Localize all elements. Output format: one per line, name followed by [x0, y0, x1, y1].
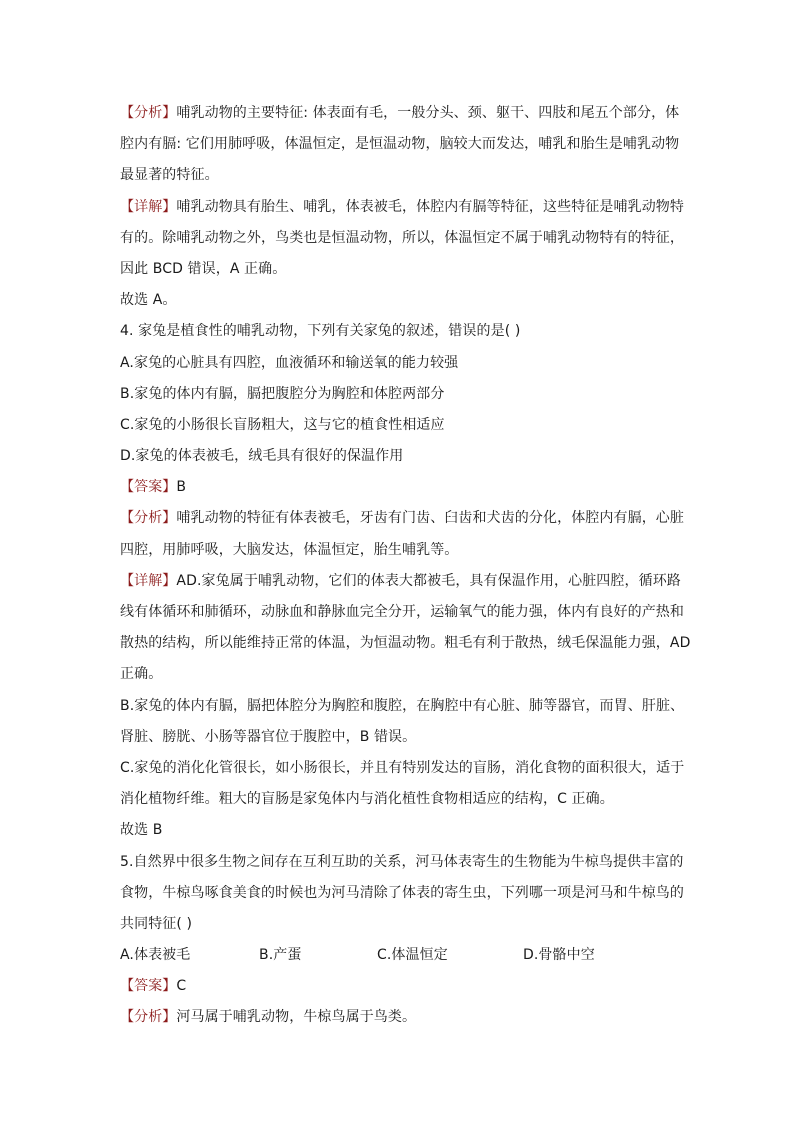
q5-stem-line-1: 5.自然界中很多生物之间存在互利互助的关系，河马体表寄生的生物能为牛椋鸟提供丰富的 [120, 853, 684, 870]
q4-option-d: D.家兔的体表被毛，绒毛具有很好的保温作用 [120, 448, 404, 465]
detail-tag: 【详解】 [120, 198, 177, 215]
q4-conclusion: 故选 B [120, 822, 163, 839]
q4-detail-line-8: 消化植物纤维。粗大的盲肠是家兔体内与消化植性食物相适应的结构，C 正确。 [120, 791, 614, 808]
q4-detail-line-4: 正确。 [120, 666, 163, 683]
q4-detail-line-7: C.家兔的消化化管很长，如小肠很长，并且有特别发达的盲肠，消化食物的面积很大，适于 [120, 759, 685, 776]
q5-stem-line-2: 食物，牛椋鸟啄食美食的时候也为河马清除了体表的寄生虫，下列哪一项是河马和牛椋鸟的 [120, 884, 684, 901]
q5-analysis: 【分析】河马属于哺乳动物，牛椋鸟属于鸟类。 [120, 1009, 417, 1026]
analysis-tag: 【分析】 [120, 1009, 177, 1026]
q3-conclusion: 故选 A。 [120, 292, 177, 309]
q4-analysis-line-1: 【分析】哺乳动物的特征有体表被毛，牙齿有门齿、臼齿和犬齿的分化，体腔内有膈，心脏 [120, 510, 685, 527]
answer-tag: 【答案】 [120, 978, 177, 995]
q3-analysis-line-1: 【分析】哺乳动物的主要特征: 体表面有毛，一般分头、颈、躯干、四肢和尾五个部分，体 [120, 105, 680, 121]
q3-analysis-line-3: 最显著的特征。 [120, 167, 219, 184]
q4-stem: 4. 家兔是植食性的哺乳动物，下列有关家兔的叙述，错误的是( ) [120, 323, 521, 340]
q5-options [120, 940, 680, 971]
q3-detail-line-1: 【详解】哺乳动物具有胎生、哺乳，体表被毛，体腔内有膈等特征，这些特征是哺乳动物特 [120, 198, 685, 215]
q5-option-a: A.体表被毛 [120, 947, 191, 964]
q5-option-c: C.体温恒定 [377, 947, 448, 964]
q5-option-b: B.产蛋 [259, 947, 302, 964]
analysis-tag: 【分析】 [120, 510, 177, 527]
q4-detail-line-3: 散热的结构，所以能维持正常的体温，为恒温动物。粗毛有利于散热，绒毛保温能力强，AD [120, 635, 691, 652]
q4-option-c: C.家兔的小肠很长盲肠粗大，这与它的植食性相适应 [120, 416, 445, 433]
q4-detail-line-1: 【详解】AD.家兔属于哺乳动物，它们的体表大都被毛，具有保温作用，心脏四腔，循环路 [120, 572, 681, 589]
analysis-tag: 【分析】 [120, 105, 177, 121]
answer-tag: 【答案】 [120, 479, 177, 496]
q4-detail-line-6: 肾脏、膀胱、小肠等器官位于腹腔中，B 错误。 [120, 728, 417, 745]
q4-option-a: A.家兔的心脏具有四腔，血液循环和输送氧的能力较强 [120, 354, 459, 371]
q3-detail-line-2: 有的。除哺乳动物之外，鸟类也是恒温动物，所以，体温恒定不属于哺乳动物特有的特征， [120, 229, 684, 246]
q5-answer: 【答案】C [120, 978, 187, 995]
detail-tag: 【详解】 [120, 572, 177, 589]
q5-option-d: D.骨骼中空 [523, 947, 595, 964]
q4-option-b: B.家兔的体内有膈，膈把腹腔分为胸腔和体腔两部分 [120, 385, 445, 402]
q4-analysis-line-2: 四腔，用肺呼吸，大脑发达，体温恒定，胎生哺乳等。 [120, 541, 459, 558]
q3-analysis-line-2: 腔内有膈: 它们用肺呼吸，体温恒定，是恒温动物，脑较大而发达，哺乳和胎生是哺乳动物 [120, 136, 680, 153]
document-page [120, 98, 691, 1034]
q3-detail-line-3: 因此 BCD 错误，A 正确。 [120, 260, 287, 277]
q4-detail-line-5: B.家兔的体内有膈，膈把体腔分为胸腔和腹腔，在胸腔中有心脏、肺等器官，而胃、肝脏、 [120, 697, 685, 714]
q5-stem-line-3: 共同特征( ) [120, 915, 193, 932]
q4-detail-line-2: 线有体循环和肺循环，动脉血和静脉血完全分开，运输氧气的能力强，体内有良好的产热和 [120, 604, 684, 620]
q4-answer: 【答案】B [120, 479, 187, 496]
